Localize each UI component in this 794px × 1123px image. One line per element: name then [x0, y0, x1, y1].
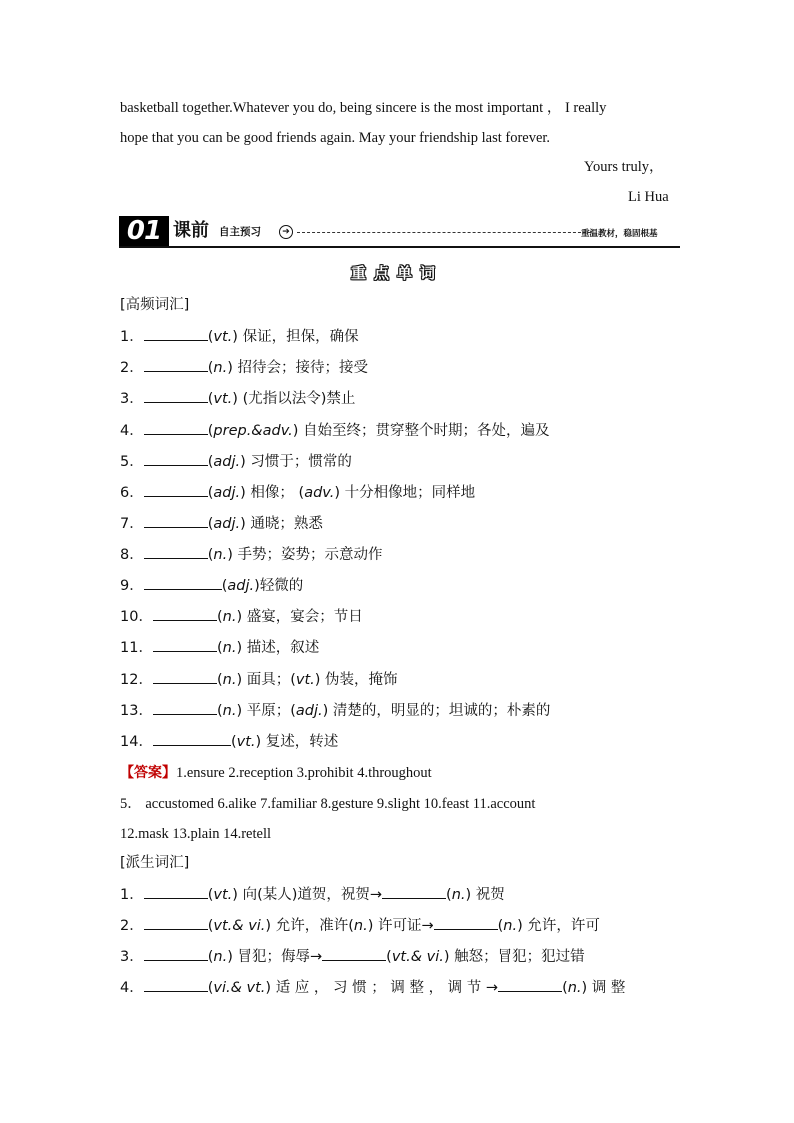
item-number: 10．: [120, 609, 153, 625]
item-number: 2．: [120, 360, 144, 376]
item-meaning-2: 允许，许可: [522, 918, 600, 934]
vocab-item: 6． (adj.) 相像； (adv.) 十分相像地；同样地: [120, 485, 476, 501]
item-meaning-2: 十分相像地；同样地: [339, 485, 476, 501]
part-of-speech-2: vt.: [295, 672, 315, 688]
arrow-right-icon: ➔: [279, 225, 293, 239]
item-number: 11．: [120, 640, 153, 656]
answer-blank: [144, 358, 208, 372]
vocab-item: 7． (adj.) 通晓；熟悉: [120, 516, 323, 532]
answers-line-3: 12.mask 13.plain 14.retell: [120, 826, 272, 842]
answer-blank: [144, 514, 208, 528]
item-meaning-2: 清楚的，明显的；坦诚的；朴素的: [328, 703, 551, 719]
item-meaning-2: 伪装，掩饰: [320, 672, 398, 688]
answer-blank: [144, 947, 208, 961]
item-meaning: 适 应 ， 习 惯 ； 调 整 ， 调 节 →: [271, 980, 499, 996]
banner-rule: [119, 246, 680, 248]
item-meaning: 相像；: [245, 485, 299, 501]
answers-tag: 【答案】: [120, 765, 176, 781]
banner-dashed-line: [297, 232, 591, 233]
answer-blank: [144, 916, 208, 930]
letter-closing: Yours truly，: [584, 159, 664, 175]
vocab-item: 9． (adj.)轻微的: [120, 578, 304, 594]
vocab-item: 13． (n.) 平原；(adj.) 清楚的，明显的；坦诚的；朴素的: [120, 703, 551, 719]
item-meaning: 盛宴，宴会；节日: [242, 609, 363, 625]
item-number: 4．: [120, 423, 144, 439]
item-meaning-2: 触怒；冒犯；犯过错: [449, 949, 585, 965]
answer-blank: [153, 732, 231, 746]
item-meaning: 轻微的: [259, 578, 304, 594]
vocab-item: 14． (vt.) 复述，转述: [120, 734, 339, 750]
part-of-speech: prep.&adv.: [213, 423, 293, 439]
item-meaning: 平原；: [242, 703, 291, 719]
answer-blank: [144, 421, 208, 435]
section-banner: [119, 216, 680, 248]
part-of-speech: n.: [222, 640, 237, 656]
part-of-speech: vt.: [213, 329, 233, 345]
item-number: 8．: [120, 547, 144, 563]
item-number: 1．: [120, 887, 144, 903]
part-of-speech: vt.: [213, 391, 233, 407]
item-number: 6．: [120, 485, 144, 501]
item-meaning-mid: ) 许可证→: [367, 918, 434, 934]
part-of-speech: vt.: [236, 734, 256, 750]
derived-item: 1． (vt.) 向(某人)道贺，祝贺→ (n.) 祝贺: [120, 887, 505, 903]
part-of-speech: adj.: [213, 516, 241, 532]
item-meaning: 复述，转述: [261, 734, 339, 750]
answer-blank-2: [434, 916, 498, 930]
derived-item: 2． (vt.& vi.) 允许，准许(n.) 许可证→ (n.) 允许，许可: [120, 918, 600, 934]
item-number: 1．: [120, 329, 144, 345]
answer-blank: [144, 545, 208, 559]
vocab-item: 2． (n.) 招待会；接待；接受: [120, 360, 368, 376]
answers-line-2: 5． accustomed 6.alike 7.familiar 8.gesture 9.slight 10.feast 11.account: [120, 796, 536, 812]
answer-blank: [153, 701, 217, 715]
item-number: 3．: [120, 391, 144, 407]
derived-item: 4． (vi.& vt.) 适 应 ， 习 惯 ； 调 整 ， 调 节 → (n.) 调 整: [120, 980, 626, 996]
vocab-item: 4． (prep.&adv.) 自始至终；贯穿整个时期；各处，遍及: [120, 423, 550, 439]
item-number: 2．: [120, 918, 144, 934]
part-of-speech: vt.& vi.: [213, 918, 266, 934]
part-of-speech: n.: [222, 609, 237, 625]
vocab-item: 8． (n.) 手势；姿势；示意动作: [120, 547, 383, 563]
item-meaning: 向(某人)道贺，祝贺→: [237, 887, 383, 903]
item-number: 14．: [120, 734, 153, 750]
item-number: 12．: [120, 672, 153, 688]
banner-number: 01: [119, 216, 169, 246]
part-of-speech-2: n.: [567, 980, 582, 996]
answer-blank: [144, 885, 208, 899]
vocab-item: 3． (vt.) (尤指以法令)禁止: [120, 391, 356, 407]
vocab-item: 10． (n.) 盛宴，宴会；节日: [120, 609, 363, 625]
item-meaning: 习惯于；惯常的: [245, 454, 352, 470]
vocab-item: 11． (n.) 描述，叙述: [120, 640, 320, 656]
part-of-speech: adj.: [213, 485, 241, 501]
item-number: 4．: [120, 980, 144, 996]
answers-line-1: [120, 764, 432, 782]
banner-sublabel: 自主预习: [219, 226, 261, 238]
item-meaning: (尤指以法令)禁止: [237, 391, 356, 407]
answer-blank: [144, 576, 222, 590]
item-meaning: 允许，准许(: [271, 918, 354, 934]
item-number: 3．: [120, 949, 144, 965]
answer-blank: [144, 327, 208, 341]
item-meaning-2: 调 整: [587, 980, 626, 996]
item-number: 7．: [120, 516, 144, 532]
answer-blank: [153, 670, 217, 684]
answer-blank: [153, 607, 217, 621]
part-of-speech: n.: [213, 949, 228, 965]
part-of-speech: adj.: [227, 578, 255, 594]
item-meaning: 自始至终；贯穿整个时期；各处，遍及: [298, 423, 550, 439]
part-of-speech: vi.& vt.: [213, 980, 266, 996]
derived-heading: [派生词汇]: [120, 855, 190, 871]
item-number: 9．: [120, 578, 144, 594]
item-number: 5．: [120, 454, 144, 470]
part-of-speech: n.: [213, 360, 228, 376]
item-number: 13．: [120, 703, 153, 719]
answer-blank: [144, 389, 208, 403]
answer-blank: [144, 452, 208, 466]
vocab-item: 1． (vt.) 保证，担保，确保: [120, 329, 359, 345]
item-meaning: 冒犯；侮辱→: [232, 949, 323, 965]
item-meaning: 描述，叙述: [242, 640, 320, 656]
part-of-speech: n.: [213, 547, 228, 563]
part-of-speech-2: n.: [451, 887, 466, 903]
item-meaning: 面具；: [242, 672, 291, 688]
item-meaning: 保证，担保，确保: [237, 329, 359, 345]
item-meaning: 通晓；熟悉: [245, 516, 323, 532]
item-meaning-2: 祝贺: [471, 887, 505, 903]
part-of-speech-2: adj.: [295, 703, 323, 719]
letter-line-1: basketball together.Whatever you do, being sincere is the most important ， I really: [120, 100, 607, 116]
vocab-item: 5． (adj.) 习惯于；惯常的: [120, 454, 352, 470]
derived-item: 3． (n.) 冒犯；侮辱→ (vt.& vi.) 触怒；冒犯；犯过错: [120, 949, 585, 965]
high-freq-heading: [高频词汇]: [120, 297, 190, 313]
part-of-speech: vt.: [213, 887, 233, 903]
answer-blank-2: [382, 885, 446, 899]
item-meaning: 手势；姿势；示意动作: [232, 547, 383, 563]
banner-right-text: 重温教材，稳固根基: [581, 229, 658, 239]
answer-blank-2: [322, 947, 386, 961]
answer-blank: [153, 638, 217, 652]
answer-blank: [144, 483, 208, 497]
part-of-speech: n.: [222, 672, 237, 688]
vocab-item: 12． (n.) 面具；(vt.) 伪装，掩饰: [120, 672, 398, 688]
answer-blank: [144, 978, 208, 992]
answer-blank-2: [498, 978, 562, 992]
part-of-speech-2: adv.: [304, 485, 335, 501]
item-meaning: 招待会；接待；接受: [232, 360, 368, 376]
answers-text-1: 1.ensure 2.reception 3.prohibit 4.throughout: [176, 765, 432, 781]
part-of-speech: n.: [222, 703, 237, 719]
part-of-speech-2: n.: [503, 918, 518, 934]
letter-signature: Li Hua: [628, 189, 669, 205]
part-of-speech-mid: n.: [353, 918, 368, 934]
letter-line-2: hope that you can be good friends again. May your friendship last forever.: [120, 130, 551, 146]
banner-label: 课前: [173, 220, 209, 241]
part-of-speech: adj.: [213, 454, 241, 470]
part-of-speech-2: vt.& vi.: [391, 949, 444, 965]
section-title: 重点单词: [350, 264, 443, 282]
